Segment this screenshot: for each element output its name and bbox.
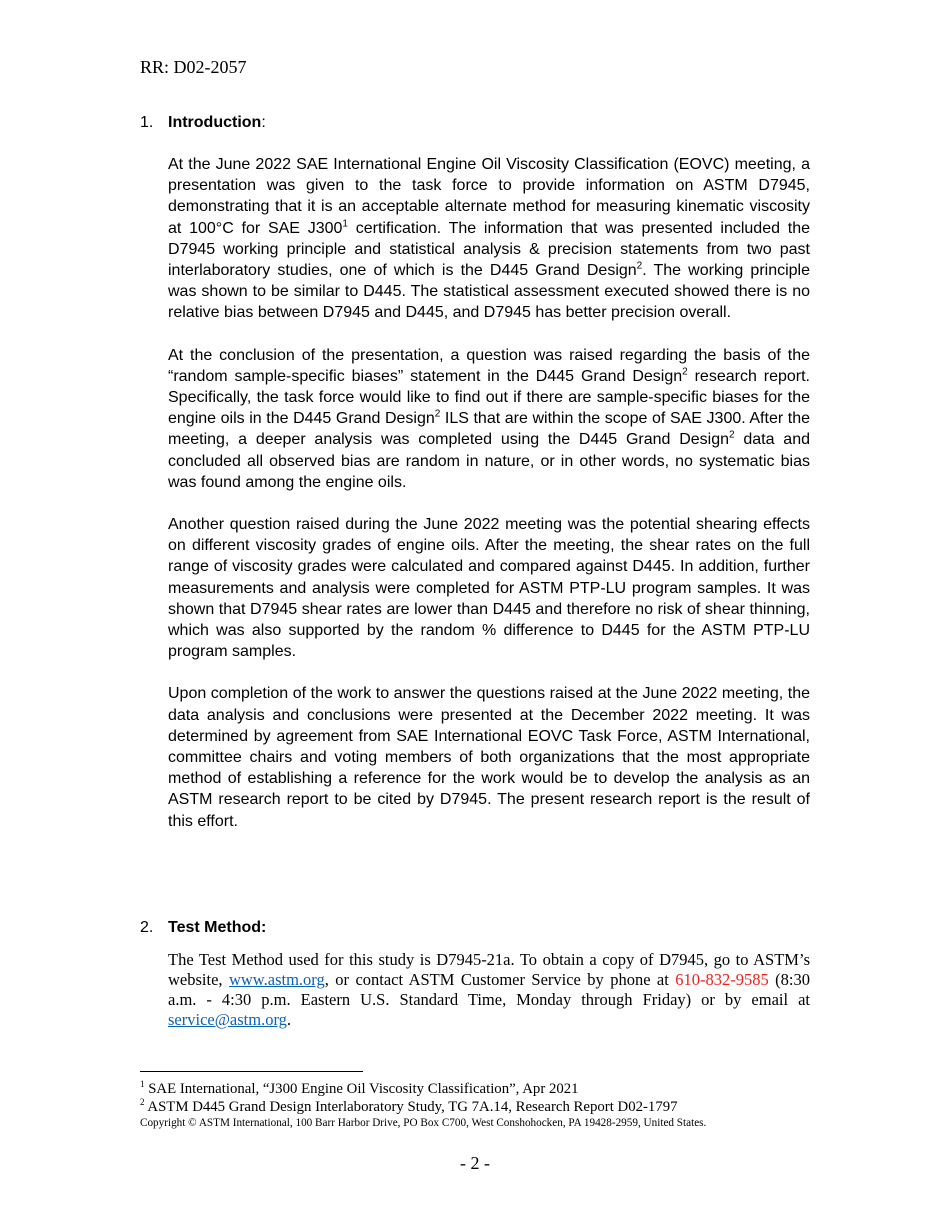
paragraph: Upon completion of the work to answer the questions raised at the June 2022 meeting, the data analysis and conclusions were presented at the December 2022 meeting. It was determined by agreement from SAE International EOVC Task Force, ASTM International, committee chairs and voting members of both organizations that the most appropriate method of establishing a reference for the work would be to develop the analysis as an ASTM research report to be cited by D7945. The present research report is the result of this effort. xyxy=(168,685,810,830)
footnotes xyxy=(140,1080,678,1116)
footnote-separator xyxy=(140,1071,363,1072)
paragraph: At the conclusion of the presentation, a question was raised regarding the basis of the “random sample-specific biases” statement in the D445 Grand Design$^2$ research report. Specifically, the task force would like to find out if there are sample-specific biases for the engine oils in the D445 Grand Design$^2$ ILS that are within the scope of SAE J300. After the meeting, a deeper analysis was completed using the D445 Grand Design$^2$ data and concluded all observed bias are random in nature, or in other words, no systematic bias was found among the engine oils. xyxy=(168,346,811,491)
section-number: 1. xyxy=(140,114,154,131)
section-title: Test Method: xyxy=(168,919,267,936)
website-link[interactable]: www.astm.org xyxy=(228,970,325,989)
footnote-ref[interactable]: 2 xyxy=(636,260,643,272)
paragraph: Another question raised during the June 2022 meeting was the potential shearing effects on different viscosity grades of engine oils. After the meeting, the shear rates on the full range of viscosity grades were calculated and compared against D445. In addition, further measurements and analysis were completed for ASTM PTP-LU program samples. It was shown that D7945 shear rates are lower than D445 and therefore no risk of shear thinning, which was also supported by the random % difference to D445 for the ASTM PTP-LU program samples. xyxy=(168,516,810,661)
footnote-ref[interactable]: 1 xyxy=(342,218,348,230)
section-body xyxy=(168,154,810,853)
footnote: $^2$ ASTM D445 Grand Design Interlaboratory Study, TG 7A.14, Research Report D02-1797 xyxy=(140,1097,678,1115)
footnote-ref[interactable]: 2 xyxy=(434,408,441,420)
footnote-ref[interactable]: 2 xyxy=(729,430,735,442)
footnote-ref[interactable]: 2 xyxy=(682,366,688,378)
footnote: $^1$ SAE International, “J300 Engine Oil Viscosity Classification”, Apr 2021 xyxy=(140,1079,579,1097)
paragraph: At the June 2022 SAE International Engine Oil Viscosity Classification (EOVC) meeting, a presentation was given to the task force to provide information on ASTM D7945, demonstrating that it is an acceptable alternate method for measuring kinematic viscosity at 100°C for SAE $J300^1$ certification. The information that was presented included the D7945 working principle and statistical analysis & precision statements from two past interlaboratory studies, one of which is the D445 Grand Design$^2$. The working principle was shown to be similar to D445. The statistical assessment executed showed there is no relative bias between D7945 and D445, and D7945 has better precision overall. xyxy=(168,156,811,322)
section-number: 2. xyxy=(140,919,154,936)
section-body: The Test Method used for this study is D7945-21a. To obtain a copy of D7945, go to ASTM’s website, www.astm.org, or contact ASTM Customer Service by phone at 610-832-9585 (8:30 a.m. - 4:30 p.m. Eastern U.S. Standard Time, Monday through Friday) or by email at service@astm.org. xyxy=(168,950,811,1029)
page-number: - 2 - xyxy=(460,1153,490,1173)
section-title: Introduction: xyxy=(168,114,266,131)
email-link[interactable]: service@astm.org xyxy=(168,1010,287,1029)
running-header: RR: D02-2057 xyxy=(140,57,247,77)
phone-number[interactable]: 610-832-9585 xyxy=(675,970,769,989)
copyright-notice: Copyright © ASTM International, 100 Barr Harbor Drive, PO Box C700, West Conshohocken, PA 19428-2959, United States. xyxy=(140,1117,707,1129)
